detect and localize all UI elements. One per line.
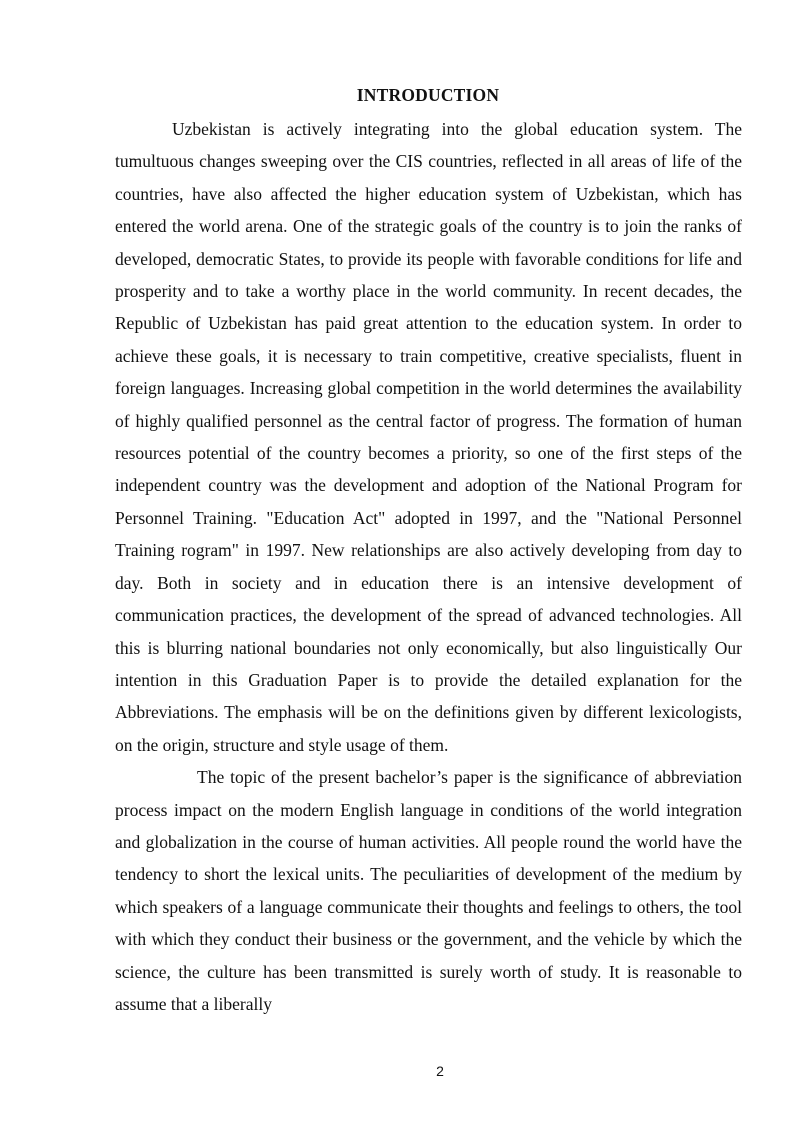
document-body [115,113,742,1020]
paragraph-1: Uzbekistan is actively integrating into the global education system. The tumultuous changes sweeping over the CIS countries, reflected in all areas of life of the countries, have also affected the higher education system of Uzbekistan, which has entered the world arena. One of the strategic goals of the country is to join the ranks of developed, democratic States, to provide its people with favorable conditions for life and prosperity and to take a worthy place in the world community. In recent decades, the Republic of Uzbekistan has paid great attention to the education system. In order to achieve these goals, it is necessary to train competitive, creative specialists, fluent in foreign languages. Increasing global competition in the world determines the availability of highly qualified personnel as the central factor of progress. The formation of human resources potential of the country becomes a priority, so one of the first steps of the independent country was the development and adoption of the National Program for Personnel Training. "Education Act" adopted in 1997, and the "National Personnel Training rogram" in 1997. New relationships are also actively developing from day to day. Both in society and in education there is an intensive development of communication practices, the development of the spread of advanced technologies. All this is blurring national boundaries not only economically, but also linguistically Our intention in this Graduation Paper is to provide the detailed explanation for the Abbreviations. The emphasis will be on the definitions given by different lexicologists, on the origin, structure and style usage of them. [115,119,742,755]
page-title: INTRODUCTION [356,85,500,105]
page-number: 2 [436,1063,444,1079]
paragraph-2: The topic of the present bachelor’s paper is the significance of abbreviation process impact on the modern English language in conditions of the world integration and globalization in the course of human activities. All people round the world have the tendency to short the lexical units. The peculiarities of development of the medium by which speakers of a language communicate their thoughts and feelings to others, the tool with which they conduct their business or the government, and the vehicle by which the science, the culture has been transmitted is surely worth of study. It is reasonable to assume that a liberally [115,767,742,1014]
